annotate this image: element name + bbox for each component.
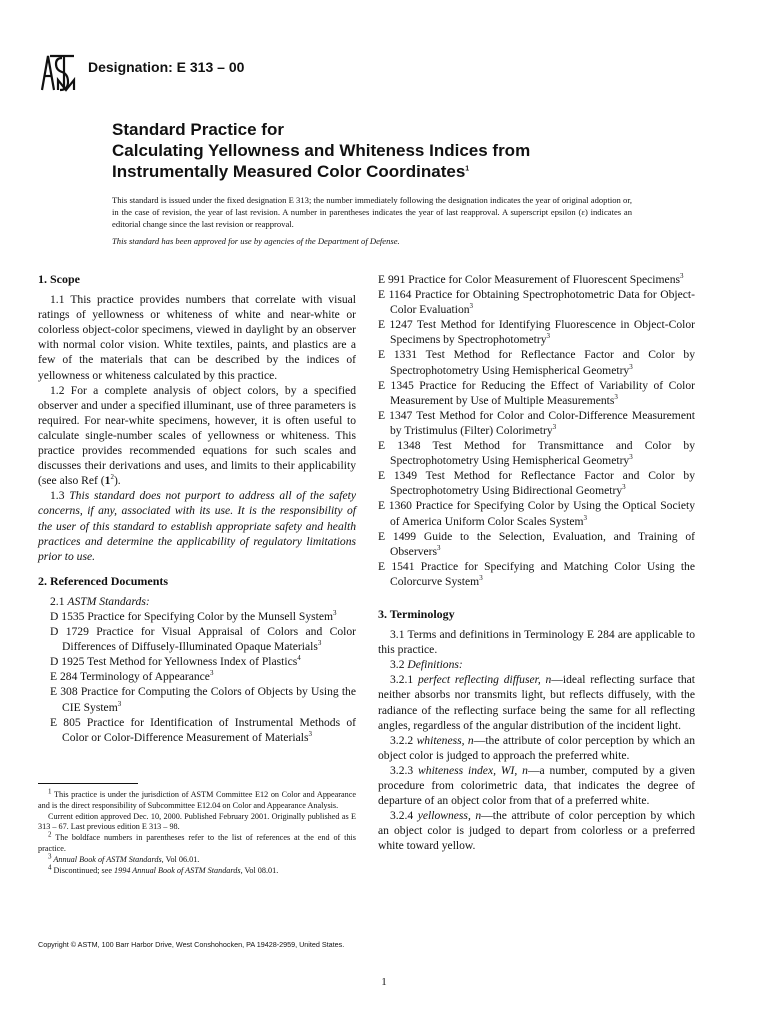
approved-note: This standard has been approved for use by agencies of the Department of Defense. xyxy=(112,236,400,246)
designation: Designation: E 313 – 00 xyxy=(88,59,245,75)
left-reference-list xyxy=(38,609,356,745)
reference-item: D 1925 Test Method for Yellowness Index of Plastics$^4$ xyxy=(50,654,301,669)
reference-item: E 805 Practice for Identification of Instrumental Methods of Color or Color-Difference Measurement of Materials$^3$ xyxy=(50,715,356,744)
footnote-1: $^1$ This practice is under the jurisdiction of ASTM Committee E12 on Color and Appearance and is the direct responsibility of Subcommittee E12.04 on Color and Appearance Analysis. xyxy=(38,787,356,810)
reference-item: D 1535 Practice for Specifying Color by the Munsell System$^3$ xyxy=(50,609,337,623)
right-column xyxy=(378,272,695,853)
title-line-3: Instrumentally Measured Color Coordinates$^1$ xyxy=(112,162,470,181)
footnote-1-edition: Current edition approved Dec. 10, 2000. Published February 2001. Originally published as E 313 – 67. Last previous edition E 313 – 98. xyxy=(38,811,356,832)
footnote-3: $^3$ Annual Book of ASTM Standards, Vol 06.01. xyxy=(48,852,200,864)
terminology-paragraph-3-1: 3.1 Terms and definitions in Terminology E 284 are applicable to this practice. xyxy=(378,628,695,657)
scope-paragraph-1-2: 1.2 For a complete analysis of object colors, by a specified observer and under a specified illuminant, use of three parameters is required. For near-white specimens, however, it is often useful to calculate single-number scales of yellowness or whiteness. This practice provides recommended equations for such scales and discusses their derivations and uses, and limits to their applicability (see also Ref $(1^2)$. xyxy=(38,383,356,488)
page-number: 1 xyxy=(381,976,387,988)
definition-item: 3.2.4 yellowness, n—the attribute of color perception by which an object color is judged to depart from colorless or a preferred white toward yellow. xyxy=(378,809,696,853)
reference-item: E 1347 Test Method for Color and Color-Difference Measurement by Tristimulus (Filter) Colorimetry$^3$ xyxy=(378,408,695,437)
reference-item: E 1348 Test Method for Transmittance and Color by Spectrophotometry Using Hemispherical Geometry$^3$ xyxy=(378,439,695,468)
section-heading-terminology: 3. Terminology xyxy=(378,606,455,621)
footnote-2: $^2$ The boldface numbers in parentheses refer to the list of references at the end of this practice. xyxy=(38,830,356,853)
reference-item: E 1164 Practice for Obtaining Spectrophotometric Data for Object-Color Evaluation$^3$ xyxy=(378,288,695,317)
section-heading-referenced-documents: 2. Referenced Documents xyxy=(38,573,169,588)
astm-standards-subheading: 2.1 ASTM Standards: xyxy=(50,594,150,608)
reference-item: E 1345 Practice for Reducing the Effect of Variability of Color Measurement by Use of Multiple Measurements$^3$ xyxy=(378,378,695,407)
reference-item: E 1499 Guide to the Selection, Evaluation, and Training of Observers$^3$ xyxy=(378,529,695,558)
section-heading-scope: 1. Scope xyxy=(38,272,80,286)
right-reference-list xyxy=(378,272,695,589)
footnote-4: $^4$ Discontinued; see 1994 Annual Book of ASTM Standards, Vol 08.01. xyxy=(48,862,279,875)
reference-item: E 1349 Test Method for Reflectance Factor and Color by Spectrophotometry Using Bidirectional Geometry$^3$ xyxy=(378,469,695,498)
reference-item: E 991 Practice for Color Measurement of Fluorescent Specimens$^3$ xyxy=(378,272,684,286)
left-column xyxy=(38,272,356,745)
reference-item: E 1541 Practice for Specifying and Matching Color Using the Colorcurve System$^3$ xyxy=(378,559,695,588)
copyright-notice: Copyright © ASTM, 100 Barr Harbor Drive, West Conshohocken, PA 19428-2959, United States. xyxy=(38,940,345,949)
reference-item: E 1331 Test Method for Reflectance Factor and Color by Spectrophotometry Using Hemispherical Geometry$^3$ xyxy=(378,348,695,377)
definition-item: 3.2.2 whiteness, n—the attribute of color perception by which an object color is judged to approach the preferred white. xyxy=(378,733,695,762)
reference-item: E 284 Terminology of Appearance$^3$ xyxy=(50,669,214,684)
issued-note: This standard is issued under the fixed designation E 313; the number immediately following the designation indicates the year of original adoption or, in the case of revision, the year of last revision. A number in parentheses indicates the year of last reapproval. A superscript epsilon (ε) indicates an editorial change since the last revision or reapproval. xyxy=(112,195,632,229)
definitions-subheading: 3.2 Definitions: xyxy=(390,658,463,672)
reference-item: E 308 Practice for Computing the Colors of Objects by Using the CIE System$^3$ xyxy=(50,685,356,714)
reference-item: D 1729 Practice for Visual Appraisal of Colors and Color Differences of Diffusely-Illuminated Opaque Materials$^3$ xyxy=(50,625,356,654)
scope-paragraph-1-1: 1.1 This practice provides numbers that correlate with visual ratings of yellowness or whiteness of white and near-white or colorless object-color specimens, viewed in daylight by an observer with normal color vision. White textiles, paints, and plastics are a few of the materials that can be described by the indices of yellowness or whiteness calculated by this practice. xyxy=(38,293,356,382)
definition-item: 3.2.1 perfect reflecting diffuser, n—ideal reflecting surface that neither absorbs nor transmits light, but reflects diffusely, with the radiance of the reflecting surface being the same for all reflecting angles, regardless of the angular distribution of the incident light. xyxy=(378,673,696,732)
title-line-2: Calculating Yellowness and Whiteness Indices from xyxy=(112,141,531,160)
footnotes xyxy=(38,787,356,876)
title-line-1: Standard Practice for xyxy=(112,120,284,139)
scope-paragraph-1-3: 1.3 This standard does not purport to address all of the safety concerns, if any, associated with its use. It is the responsibility of the user of this standard to establish appropriate safety and health practices and determine the applicability of regulatory limitations prior to use. xyxy=(38,489,356,563)
document-title xyxy=(112,119,672,182)
definition-item: 3.2.3 whiteness index, WI, n—a number, computed by a given procedure from colorimetric data, that indicates the degree of departure of an object color from that of a preferred white. xyxy=(378,763,696,808)
title-footnote-mark: 1 xyxy=(465,165,470,173)
reference-item: E 1360 Practice for Specifying Color by Using the Optical Society of America Uniform Color Scales System$^3$ xyxy=(378,499,695,528)
footnote-divider xyxy=(38,783,138,784)
astm-logo xyxy=(38,50,78,94)
definitions-list xyxy=(378,672,695,853)
reference-item: E 1247 Test Method for Identifying Fluorescence in Object-Color Specimens by Spectrophotometry$^3$ xyxy=(378,318,695,347)
